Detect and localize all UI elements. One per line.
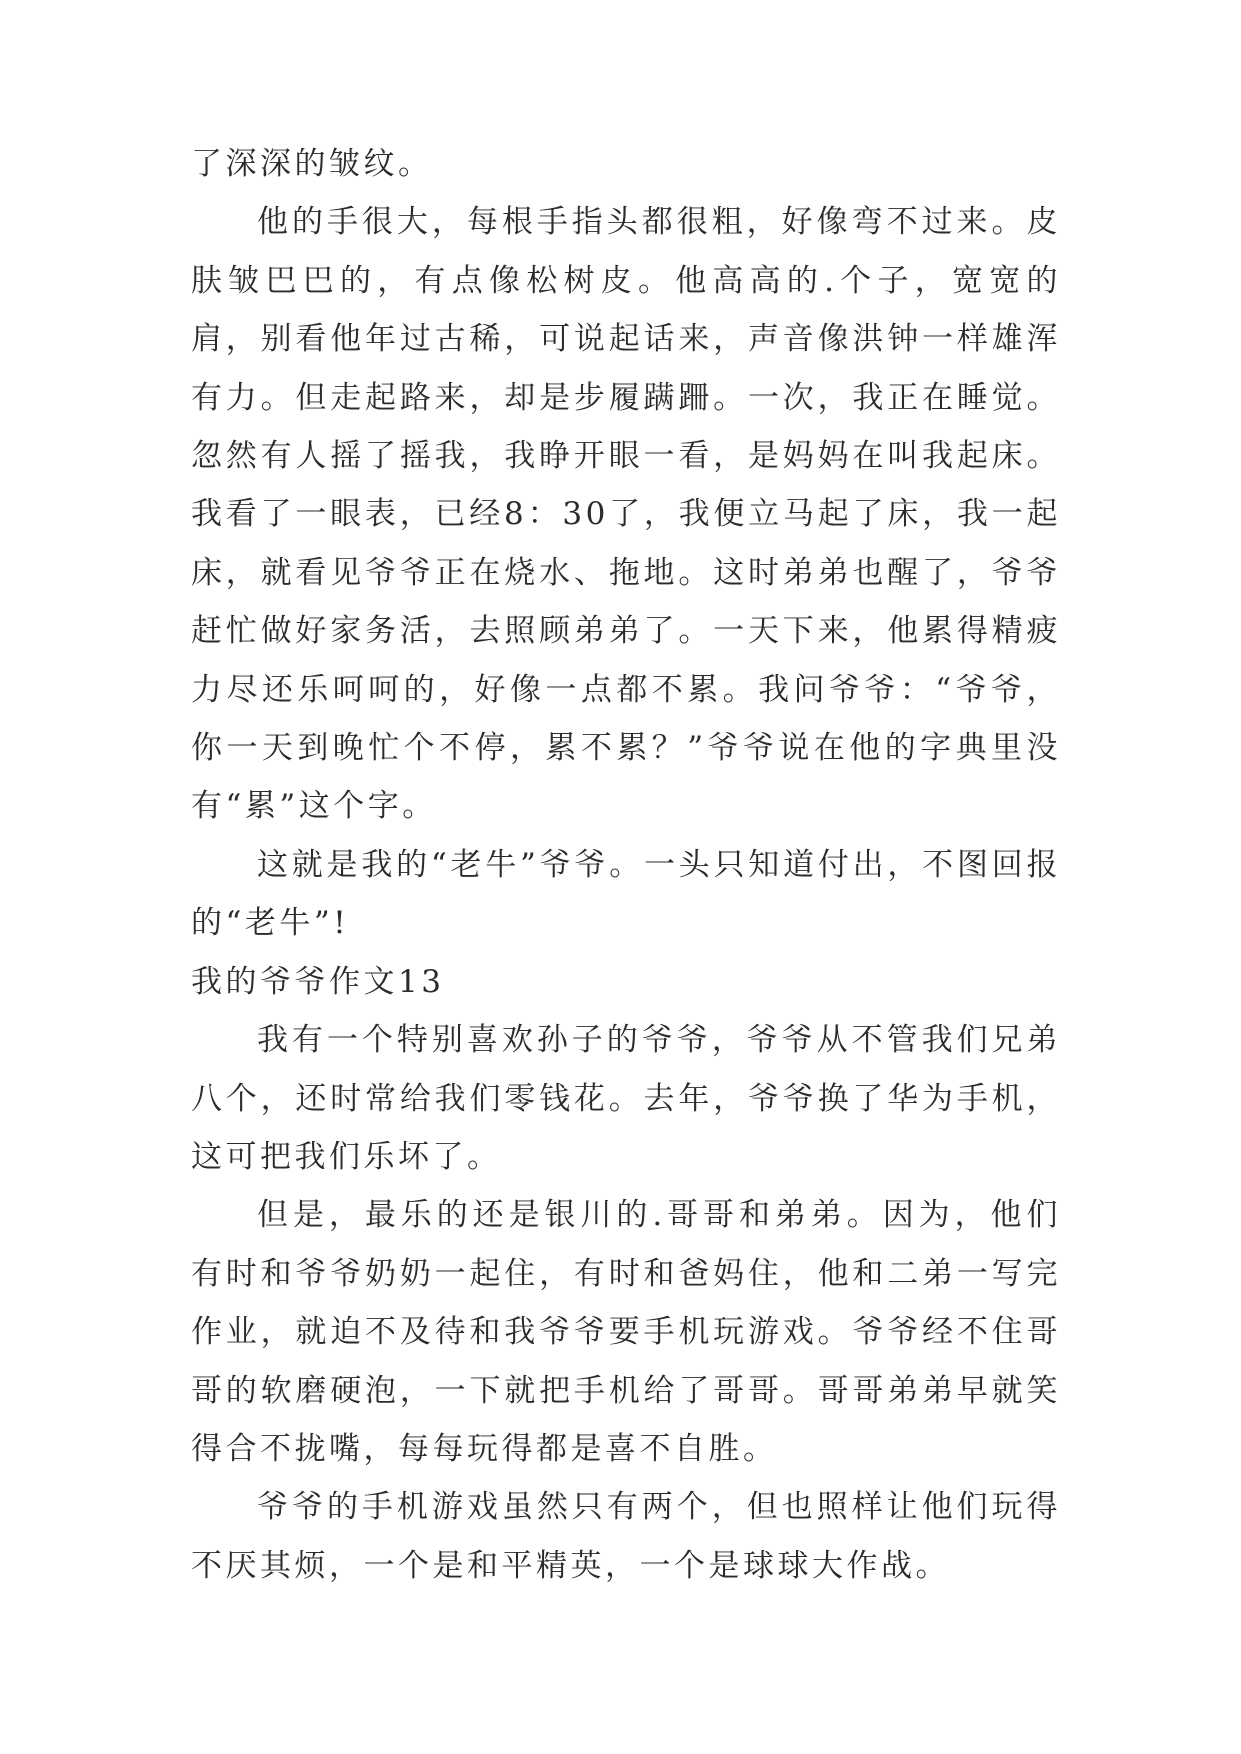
paragraph: 但是，最乐的还是银川的.哥哥和弟弟。因为，他们有时和爷爷奶奶一起住，有时和爸妈住，他和二弟一写完作业，就迫不及待和我爷爷要手机玩游戏。爷爷经不住哥哥的软磨硬泡，一下就把手机给了哥哥。哥哥弟弟早就笑得合不拢嘴，每每玩得都是喜不自胜。 bbox=[191, 1197, 1061, 1467]
paragraph: 我有一个特别喜欢孙子的爷爷，爷爷从不管我们兄弟八个，还时常给我们零钱花。去年，爷爷换了华为手机，这可把我们乐坏了。 bbox=[191, 1022, 1061, 1175]
paragraph: 了深深的皱纹。 bbox=[191, 146, 433, 182]
section-heading: 我的爷爷作文13 bbox=[191, 963, 445, 1000]
paragraph: 这就是我的“老牛”爷爷。一头只知道付出，不图回报的“老牛”! bbox=[191, 846, 1061, 942]
document-page bbox=[191, 135, 1061, 1595]
paragraph: 爷爷的手机游戏虽然只有两个，但也照样让他们玩得不厌其烦，一个是和平精英，一个是球球大作战。 bbox=[191, 1489, 1061, 1584]
paragraph: 他的手很大，每根手指头都很粗，好像弯不过来。皮肤皱巴巴的，有点像松树皮。他高高的.个子，宽宽的肩，别看他年过古稀，可说起话来，声音像洪钟一样雄浑有力。但走起路来，却是步履蹒跚。一次，我正在睡觉。忽然有人摇了摇我，我睁开眼一看，是妈妈在叫我起床。我看了一眼表，已经8：30了，我便立马起了床，我一起床，就看见爷爷正在烧水、拖地。这时弟弟也醒了，爷爷赶忙做好家务活，去照顾弟弟了。一天下来，他累得精疲力尽还乐呵呵的，好像一点都不累。我问爷爷：“爷爷，你一天到晚忙个不停，累不累？”爷爷说在他的字典里没有“累”这个字。 bbox=[191, 204, 1061, 825]
